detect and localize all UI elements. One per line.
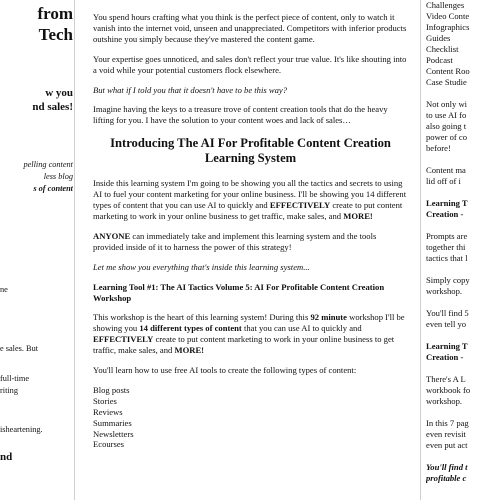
learning-tool-heading: Learning Tool #1: The AI Tactics Volume 5: AI For Profitable Content Creation Workshop: [93, 281, 385, 303]
left-italic-line2: less blog: [43, 172, 73, 181]
right-text-line: workbook fo: [426, 385, 471, 395]
left-title-line2: Tech: [38, 25, 73, 44]
right-text-line: tactics that l: [426, 253, 468, 263]
left-subtitle-line2: nd sales!: [32, 101, 73, 113]
what-if-paragraph: But what if I told you that it doesn't have to be this way?: [93, 84, 287, 95]
left-fragment-5: isheartening.: [0, 425, 43, 434]
left-column: [0, 0, 73, 500]
intro-paragraph: You spend hours crafting what you think is the perfect piece of content, only to watch it vanish into the internet void, unseen and unappreciated. Competitors with inferior products outshine you simply because they've mastered the content game.: [93, 12, 407, 44]
list-item: Reviews: [93, 406, 123, 417]
left-fragment-4: riting: [0, 386, 18, 395]
right-list-item: Video Conte: [426, 11, 470, 21]
right-column: [426, 0, 500, 500]
right-text-line: profitable c: [426, 473, 467, 483]
right-heading-line: Creation -: [426, 209, 464, 219]
right-list-item: Checklist: [426, 44, 459, 54]
list-item: Stories: [93, 395, 117, 406]
workshop-paragraph: This workshop is the heart of this learning system! During this 92 minute workshop I'll be showing you 14 different types of content that you can use AI to quickly and EFFECTIVELY create to put content marketing to work in your online business to get traffic, make sales, and MORE!: [93, 312, 405, 356]
list-item: Summaries: [93, 417, 132, 428]
right-text-line: together thi: [426, 242, 466, 252]
right-text-line: to use AI fo: [426, 110, 467, 120]
right-text-line: even tell yo: [426, 319, 467, 329]
left-fragment-3: full-time: [0, 374, 30, 383]
content-type-list: [93, 385, 408, 450]
right-text-line: Simply copy: [426, 275, 470, 285]
right-heading-line: Learning T: [426, 341, 468, 351]
right-text-line: even revisit: [426, 429, 466, 439]
left-fragment-1: ne: [0, 285, 8, 294]
section-heading: Introducing The AI For Profitable Content Creation Learning System: [110, 136, 391, 166]
list-item: Ecourses: [93, 439, 125, 450]
left-fragment-6: nd: [0, 451, 13, 463]
expertise-paragraph: Your expertise goes unnoticed, and sales don't reflect your true value. It's like shouting into a void while your potential customers flock elsewhere.: [93, 53, 407, 75]
right-text-line: also going t: [426, 121, 467, 131]
left-fragment-2: e sales. But: [0, 344, 39, 353]
right-text-line: Prompts are: [426, 231, 468, 241]
anyone-paragraph: ANYONE can immediately take and implement this learning system and the tools provided inside of it to harness the power of this strategy!: [93, 230, 377, 252]
right-text-line: workshop.: [426, 396, 463, 406]
right-text-line: power of co: [426, 132, 468, 142]
left-subtitle-line1: w you: [45, 87, 73, 99]
right-text-line: even put act: [426, 440, 468, 450]
left-italic-line1: pelling content: [23, 160, 73, 169]
right-text-line: In this 7 pag: [426, 418, 469, 428]
left-divider: [74, 0, 75, 500]
right-text-line: lid off of i: [426, 176, 461, 186]
right-list-item: Content Roo: [426, 66, 470, 76]
list-item: Newsletters: [93, 428, 134, 439]
show-you-paragraph: Let me show you everything that's inside this learning system...: [93, 261, 310, 272]
right-text-line: Not only wi: [426, 99, 468, 109]
right-list-item: Guides: [426, 33, 451, 43]
right-list-item: Podcast: [426, 55, 453, 65]
right-list-item: Case Studie: [426, 77, 467, 87]
right-list-item: Challenges: [426, 0, 465, 10]
right-list-item: Infographics: [426, 22, 470, 32]
left-italic-line3: s of content: [33, 184, 73, 193]
right-text-line: You'll find 5: [426, 308, 469, 318]
right-text-line: Content ma: [426, 165, 466, 175]
right-divider: [420, 0, 421, 500]
right-heading-line: Learning T: [426, 198, 468, 208]
right-heading-line: Creation -: [426, 352, 464, 362]
right-text-line: There's A L: [426, 374, 466, 384]
free-tools-paragraph: You'll learn how to use free AI tools to create the following types of content:: [93, 365, 357, 376]
main-content: [93, 0, 408, 500]
right-text-line: You'll find t: [426, 462, 468, 472]
right-text-line: before!: [426, 143, 451, 153]
system-paragraph: Inside this learning system I'm going to be showing you all the tactics and secrets to using AI to fuel your content marketing for your online business. I'll be showing you 14 different types of content that you can use AI to quickly and EFFECTIVELY create to put content marketing to work in your online business to get traffic, make sales, and MORE!: [93, 178, 407, 221]
left-title-line1: from: [37, 4, 73, 23]
imagine-paragraph: Imagine having the keys to a treasure trove of content creation tools that do the heavy lifting for you. I have the solution to your content woes and lack of sales…: [93, 104, 388, 126]
list-item: Blog posts: [93, 384, 130, 395]
right-text-line: workshop.: [426, 286, 463, 296]
